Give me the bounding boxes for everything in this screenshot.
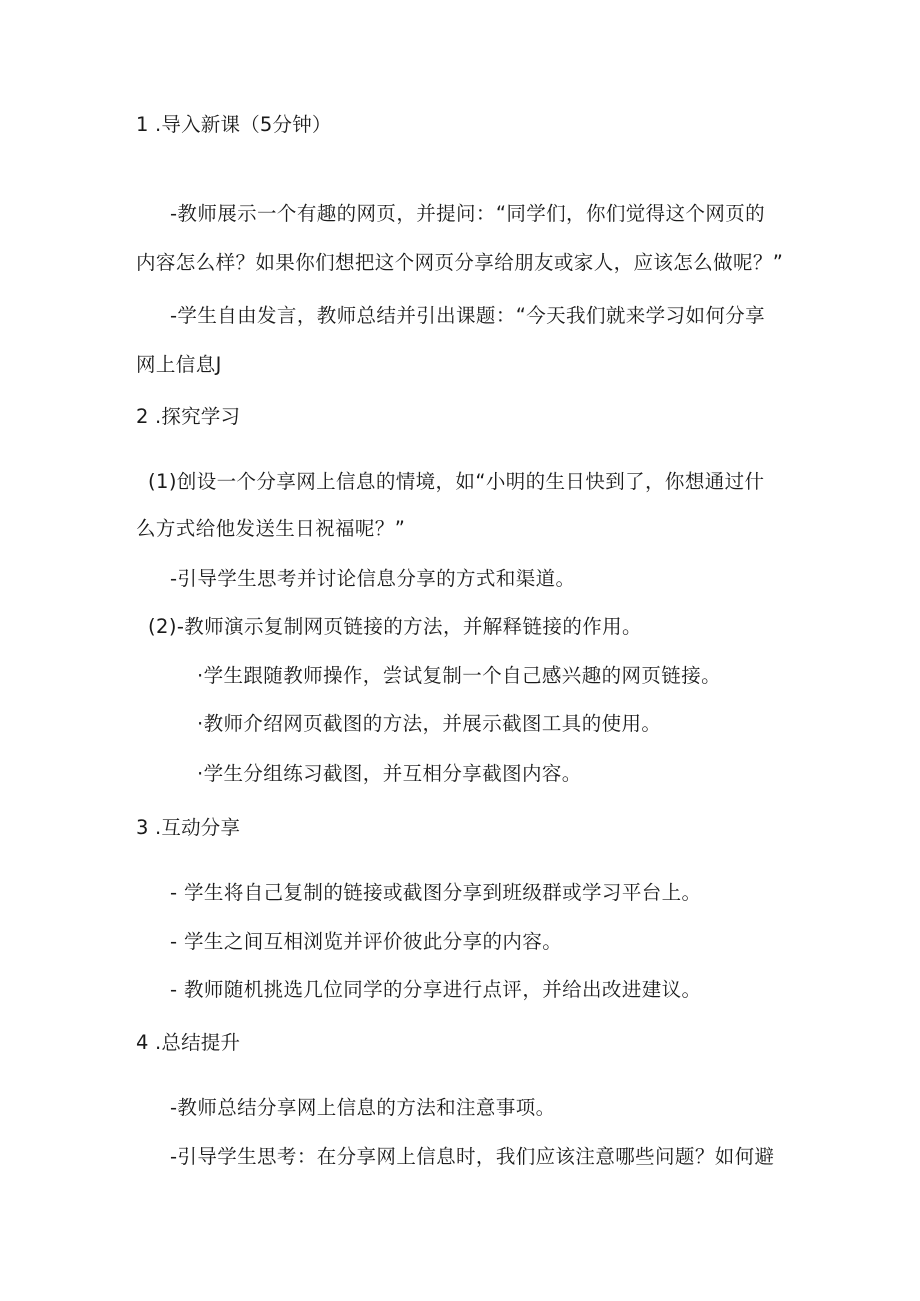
section-4-line-2: -引导学生思考：在分享网上信息时，我们应该注意哪些问题？如何避 (170, 1145, 775, 1168)
section-2-bullet-1: ·学生跟随教师操作，尝试复制一个自己感兴趣的网页链接。 (197, 664, 721, 687)
section-1-paragraph-1-line-1: -教师展示一个有趣的网页，并提问：“同学们，你们觉得这个网页的 (170, 202, 766, 225)
section-2-item-2: (2)-教师演示复制网页链接的方法，并解释链接的作用。 (148, 615, 642, 638)
section-2-item-1-subline: -引导学生思考并讨论信息分享的方式和渠道。 (170, 567, 576, 590)
section-2-item-1-line-2: 么方式给他发送生日祝福呢？” (136, 517, 406, 540)
section-1-paragraph-1-line-2: 内容怎么样？如果你们想把这个网页分享给朋友或家人，应该怎么做呢？” (136, 251, 784, 274)
section-2-bullet-2: ·教师介绍网页截图的方法，并展示截图工具的使用。 (197, 712, 662, 735)
section-3-dash-3: - 教师随机挑选几位同学的分享进行点评，并给出改进建议。 (170, 978, 702, 1001)
section-1-heading: 1 .导入新课（5分钟） (136, 113, 332, 136)
section-1-paragraph-2-line-2: 网上信息J (136, 353, 222, 376)
section-4-heading: 4 .总结提升 (136, 1031, 241, 1054)
section-3-dash-1: - 学生将自己复制的链接或截图分享到班级群或学习平台上。 (170, 881, 702, 904)
section-2-heading: 2 .探究学习 (136, 405, 241, 428)
section-3-dash-2: - 学生之间互相浏览并评价彼此分享的内容。 (170, 930, 563, 953)
section-2-item-1-line-1: (1)创设一个分享网上信息的情境，如“小明的生日快到了，你想通过什 (148, 470, 765, 493)
section-4-line-1: -教师总结分享网上信息的方法和注意事项。 (170, 1096, 556, 1119)
section-2-bullet-3: ·学生分组练习截图，并互相分享截图内容。 (197, 762, 582, 785)
section-3-heading: 3 .互动分享 (136, 816, 241, 839)
section-1-paragraph-2-line-1: -学生自由发言，教师总结并引出课题：“今天我们就来学习如何分享 (170, 304, 766, 327)
